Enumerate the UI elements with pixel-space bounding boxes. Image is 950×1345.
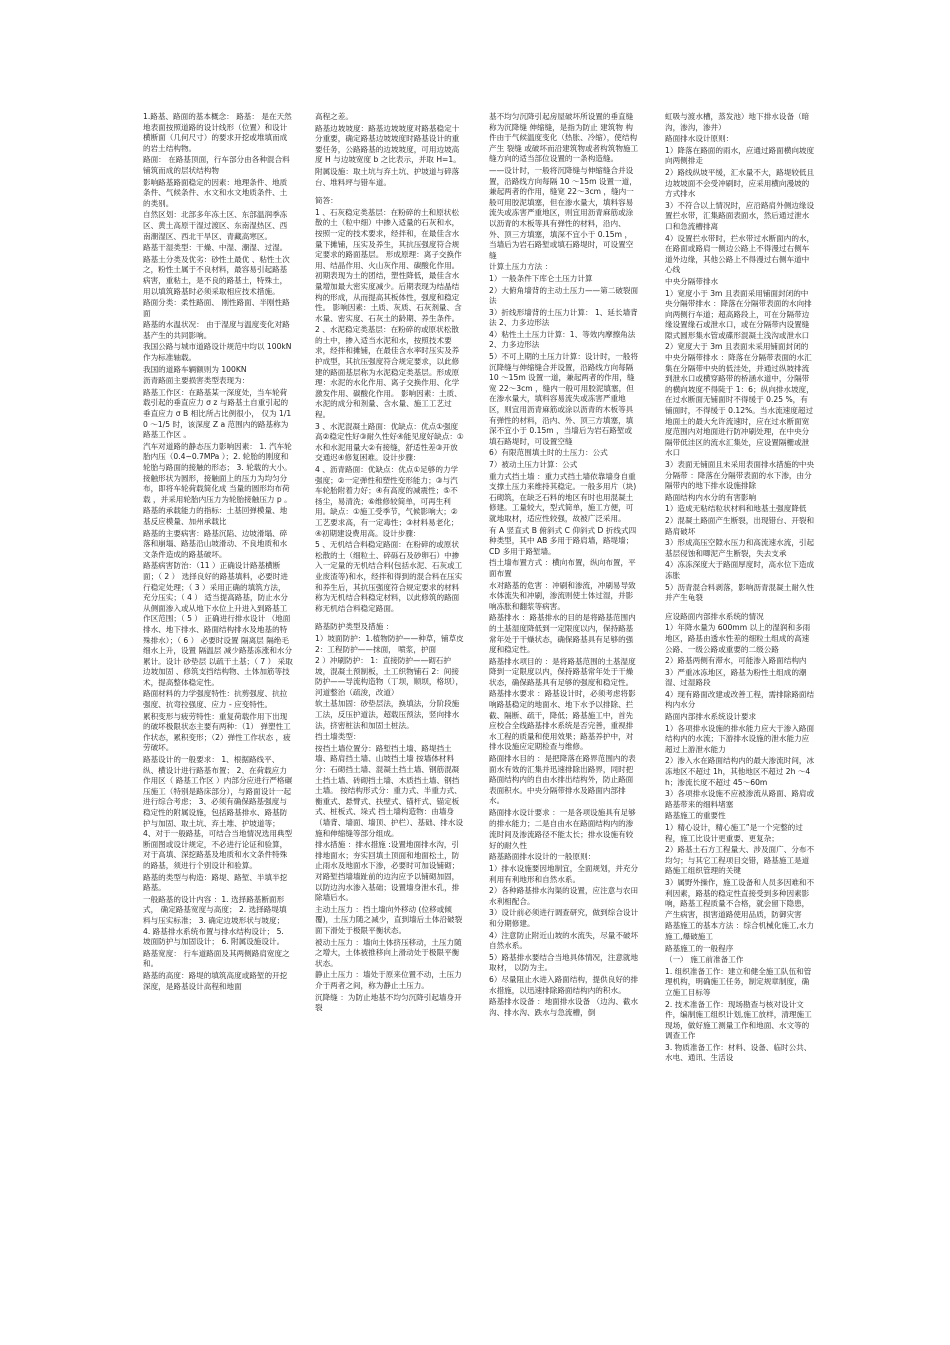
paragraph: 路基的主要病害：路基沉陷、边坡滑塌、碎落和崩塌、路基沿山坡滑动、不良地质和水文条件造成的路基破坏。: [143, 528, 288, 559]
paragraph: （一） 施工前准备工作: [665, 955, 744, 965]
paragraph: 路基排水设备 ：地面排水设备 （边沟、截水沟、排水沟、跌水与急流槽，倒: [489, 997, 639, 1017]
paragraph: 3）表面无铺面且未采用表面排水措施的中央分隔带 ：降落在分隔带表面的水下渗，由分隔带内的地下排水设施排除: [665, 460, 815, 491]
paragraph: 路基防护类型及措施 ：: [315, 622, 394, 632]
paragraph: 路基土分类及优劣：砂性土最优 、粘性土次之，粉性土属于不良材料，最容易引起路基病害，重粘土，是不良的路基土，特殊土，用以填筑路基时必须采取相应技术措施。: [143, 254, 290, 296]
paragraph: 3）属野外操作，施工设备和人员多因难和不利因素，路基的稳定性直接受到多种因素影响，路基工程质量不合格，就会留下隐患，产生病害，损害道路使用品质，防御灾害: [665, 877, 815, 919]
paragraph: 路基干湿类型：干燥、中湿、潮湿、过湿。: [143, 243, 288, 253]
paragraph: 6）尽量阻止水进入路面结构，提供良好的排水措施，以迅速排除路面结构内的积水。: [489, 974, 639, 995]
text-column-4: [665, 112, 815, 1262]
paragraph: 路基的承载能力的指标：土基回弹模量、地基反应模量、加州承载比: [143, 506, 288, 526]
paragraph: 1.路基、路面的基本概念： 路基： 是在天然地表面按照道路的设计线形（位置）和设计横断面（几何尺寸）的要求开挖或堆填而成的岩土结构物。: [143, 112, 292, 153]
paragraph: 3）折线形墙背的土压力计算： 1、延长墙背法 2、力多边形法: [489, 307, 638, 328]
text-column-2: [315, 112, 465, 1262]
paragraph: 按挡土墙位置分：路堑挡土墙、路堤挡土墙、路肩挡土墙、山坡挡土墙 按墙体材料分：石砌挡土墙、混凝土挡土墙、钢筋混凝土挡土墙、砖砌挡土墙、木质挡土墙、钢挡土墙。 按结构形式分：重力式、半重力式、衡重式、悬臂式、扶壁式、锚杆式、锚定板式、桩板式、垛式 挡土墙构造物：由墙身（墙背、墙面、墙顶、护栏）、基础、排水设施和伸缩缝等部分组成。: [315, 743, 464, 838]
paragraph: 3）各项排水设施不应被渗流从路面、路肩或路基带来的细料堵塞: [665, 789, 815, 809]
paragraph: 我国的道路车辆额则为 100KN: [143, 364, 247, 374]
paragraph: 路基的水温状况： 由于湿度与温度变化对路基产生的共同影响。: [143, 320, 290, 340]
paragraph: 1）精心设计，精心施工”是一个完整的过程，施工比设计更重要、更复杂；: [665, 823, 803, 843]
paragraph: 路基施工的基本方法 ：综合机械化施工,水力施工,爆破施工: [665, 921, 815, 941]
paragraph: 2 、水泥稳定类基层：在粉碎的或原状松散的土中，掺入适当水泥和水，按照技术要求，经拌和摊铺，在最佳含水率时压实及养护成型，其抗压强度符合规定要求，以此修建的路面基层称为水泥稳定类基层。形成原理：水泥的水化作用、离子交换作用、化学激发作用、碳酸化作用。 影响因素：土质、水泥的成分和剂量、含水量、施工工艺过程。: [315, 325, 462, 420]
paragraph: 5 、无机结合料稳定路面：在粉碎的或原状松散的土（细粒土、碎砾石及砂卵石）中掺入一定量的无机结合料(包括水泥、石灰或工业废渣等)和水，经拌和得到的混合料在压实和养生后，其抗压强度符合规定要求的材料称为无机结合料稳定材料，以此修筑的路面称无机结合料稳定路面。: [315, 540, 463, 613]
paragraph: 路面材料的力学强度特性：抗剪强度、抗拉强度、抗弯拉强度、应力 - 应变特性。: [143, 689, 288, 710]
paragraph: 2）大俯角墙背的主动土压力——第二破裂面法: [489, 285, 639, 306]
paragraph: 汽车对道路的静态压力影响因素： 1. 汽车轮胎内压（0.4~0.7MPa ）；2. 轮胎的刚度和轮胎与路面的接触的形态； 3. 轮载的大小。 接触形状为圆形，接触面上的压力为均匀分布，即将车轮荷载简化成 当量的圆形均布荷载 ，并采用轮胎内压力为轮胎接触压力 p 。: [143, 441, 295, 504]
paragraph: 2）各种路基排水沟渠的设置，应注意与农田水利相配合。: [489, 886, 639, 906]
paragraph: 1. 组织准备工作：建立和健全施工队伍和管理机构，明确施工任务，制定规章制度，确立施工目标等: [665, 966, 812, 997]
paragraph: 静止土压力 ：墙处于原来位置不动，土压力介于两者之间，称为静止土压力。: [315, 970, 462, 990]
paragraph: [315, 189, 465, 195]
paragraph: 路基施工的一般程序: [665, 943, 734, 953]
paragraph: 3）设计前必须进行调查研究，做到综合设计和分期修建。: [489, 908, 639, 928]
paragraph: 4）粘性土土压力计算：1、等效内摩擦角法 2、力多边形法: [489, 329, 638, 350]
paragraph: 1）坡面防护：1.植物防护——种草，铺草皮 2：工程防护——抹面， 喷浆，护面: [315, 633, 467, 654]
paragraph: 水对路基的危害 ：冲刷和渗流，冲刷易导致水体流失和冲刷，渗流则使土体过湿，并影响冻胀和翻浆等病害。: [489, 580, 636, 611]
paragraph: 路面排水设计原则：: [665, 134, 734, 144]
paragraph: 2）宽度大于 3m 且表面未采用铺面封闭的中央分隔带排水 ：降落在分隔带表面的水汇集在分隔带中央的低洼处，并通过纵坡排流到泄水口或横穿路带的桥涵水道中，分隔带的横向坡度不得陡于 1：6；纵向排水坡度，在过水断面无铺面时不得缓于 0.25 %，有铺面时，不得缓于 0.12%。当水流速度超过地面土的最大允许流速时，应在过水断面宽度范围内对地面进行防冲刷处理，在中央分隔带低洼区的流水汇集处，应设置隔栅或泄水口: [665, 342, 814, 458]
paragraph: 3）形成高压空隙水压力和高流速水流，引起基层侵蚀和唧泥产生断裂，失去支承: [665, 538, 815, 558]
text-column-1: [143, 112, 296, 1262]
paragraph: 5）沥青混合料剥落，影响沥青混凝土耐久性并产生龟裂: [665, 582, 815, 603]
paragraph: 简答：: [315, 196, 338, 206]
paragraph: 路基边坡坡度：路基边坡坡度对路基稳定十分重要，确定路基边坡坡度时路基设计的重要任务，公路路基的边坡坡度，可用边坡高度 H 与边坡宽度 b 之比表示，并取 H=1。: [315, 123, 461, 165]
paragraph: 2）路线纵坡平缓，汇水量不大，路堤较低且边坡坡面不会受冲刷时，应采用横向漫坡的方式排水: [665, 167, 815, 199]
paragraph: 有 A 竖直式 B 俯斜式 C 仰斜式 D 折线式四种类型，其中 AB 多用于路肩墙，路堤墙； CD 多用于路堑墙。: [489, 525, 637, 556]
paragraph: 2. 技术准备工作：现场勘查与核对设计文件，编制施工组织计划,施工放样，清理施工现场，做好施工测量工作和地面、水文等的调查工作: [665, 999, 812, 1041]
paragraph: 4 、沥青路面：优缺点：优点①足够的力学强度；②一定弹性和塑性变形能力；③与汽车轮胎附着力好；④有高度的减震性；⑤不扬尘，易清洗；⑥维修较简单，可再生利用。缺点：①施工受季节，气候影响大；②工艺要求高，有一定毒性；③材料易老化；④初期建设费用高。设计步骤：: [315, 465, 459, 538]
paragraph: 7）被动土压力计算：公式: [489, 460, 578, 469]
paragraph: 中央分隔带排水: [665, 276, 719, 286]
paragraph: 沉降缝 ：为防止地基不均匀沉降引起墙身开裂: [315, 992, 462, 1013]
paragraph: 路面排水目的 ：是把降落在路界范围内的表面水有效的汇集并迅速排除出路界，同时把路面结构内的自由水排出结构外，防止路面表面积水。中央分隔带排水及路面内部排水。: [489, 754, 636, 806]
paragraph: 挡土墙布置方式 ：横向布置，纵向布置，平面布置: [489, 558, 636, 578]
paragraph: 路基路面排水设计的一般原则：: [489, 852, 596, 862]
paragraph: 3）严重冰冻地区，路基为粉性土组成的潮湿、过湿路段: [665, 667, 807, 688]
paragraph: 路基的高度：路堤的填筑高度或路堑的开挖深度，是路基设计高程和地面: [143, 970, 288, 991]
paragraph: 流时间及渗流路径不能太长；排水设施有较好的耐久性: [489, 830, 634, 850]
paragraph: 应设路面内部排水系统的情况: [665, 611, 764, 621]
paragraph: 沥青路面主要损害类型表现为：: [143, 376, 250, 386]
paragraph: 排水措施 ：排水措施 :设置地面排水沟，引排地面水；夯实回填土顶面和地面松土，防止雨水及地面水下渗，必要时可加设铺砌；对路堑挡墙墙趾前的边沟应予以铺砌加固，以防边沟水渗入基础；设置墙身泄水孔，排除墙后水。: [315, 840, 460, 903]
paragraph: 1）一般条件下库仑土压力计算: [489, 273, 593, 283]
paragraph: 路基施工的重要性: [665, 811, 726, 821]
paragraph: 1）各项排水设施的排水能力应大于渗入路面结构内的水流；下游排水设施的泄水能力应超过上游泄水能力: [665, 723, 815, 754]
paragraph: 路面结构内水分的有害影响: [665, 492, 757, 502]
paragraph: 软土基加固：砂垫层法，换填法，分阶段施工法，反压护道法，超载压预法，竖向排水法，挤密桩法和加固土桩法。: [315, 699, 460, 730]
paragraph: 路基工作区：在路基某一深度处，当车轮荷载引起的垂直应力 σ z 与路基土自重引起的垂直应力 σ B 相比所占比例很小， 仅为 1/10 ～1/5 时，该深度 Z a 范围内的路基称为路基工作区 。: [143, 387, 292, 440]
paragraph: 2）渗入水在路面结构内的最大渗流时间，冰冻地区不超过 1h，其他地区不超过 2h ～4h；渗流长度不超过 45～60m: [665, 756, 815, 787]
paragraph: 路面： 在路基顶面，行车部分由各种混合料铺筑而成的层状结构物: [143, 155, 290, 175]
paragraph: 路面排水设计要求 ：一是各项设施具有足够的排水能力；二是自由水在路面结构内的渗: [489, 808, 636, 828]
paragraph: 路基病害防治：（11 ）正确设计路基横断面；（ 2 ） 选择良好的路基填料，必要时进行稳定处理；（ 3 ）采用正确的填筑方法，充分压实；（ 4 ） 适当提高路基，防止水分从侧面渗入或从地下水位上升进入到路基工作区范围；（ 5 ） 正确进行排水设计 （地面排水、地下排水、路面结构排水及地基的特殊排水）；（ 6 ） 必要时设置 隔离层 隔绝毛细水上升，设置 隔温层 减少路基冻涨和水分累计。设计 砂垫层 以疏干土基；（ 7 ） 采取 边坡加固 、修筑支挡结构物、土体加筋等技术，提高整体稳定性。: [143, 561, 296, 687]
paragraph: 1）年降水量为 600mm 以上的湿润和多雨地区，路基由透水性差的细粒土组成的高速公路、一级公路或重要的二级公路: [665, 623, 811, 654]
paragraph: 3）不符合以上情况时，应沿路肩外侧边缘设置拦水带，汇集路面表面水，然后通过泄水口和急流槽排离: [665, 200, 815, 231]
paragraph: 路基设计的一般要求： 1、根据路线平、纵、横设计进行路基布置； 2、在荷载应力作用区（ 路基工作区 ）内部分应进行严格碾压施工（特别是路床部分），与路面设计一起进行综合考虑； 3、必须有确保路基强度与稳定性的附属设施，包括路基排水、路基防护与加固、取土坑、弃土堆、护坡道等； 4、对于一般路基，可结合当地情况选用典型断面图或设计规定，不必进行论证和验算，对于高填、深挖路基及地质和水文条件特殊的路基，须进行个别设计和验算。: [143, 755, 293, 870]
paragraph: 3. 物质准备工作：材料、设备、临时公共、水电、通讯、生活设: [665, 1042, 812, 1063]
paragraph: 1）宽度小于 3m 且表面采用铺面封闭的中央分隔带排水 ：降落在分隔带表面的水向排向两侧行车道；超高路段上，可在分隔带边缘设置缘石或泄水口，或在分隔带内设置缝隙式圆形集水管或碟形混凝土浅沟或泄水口: [665, 288, 812, 340]
paragraph: 1）排水设施要因地制宜，全面规划，并充分利用有利地形和自然水系。: [489, 863, 639, 884]
paragraph: 自然区划：北部多年冻土区、东部温润季冻区、黄土高原干湿过渡区、东南湿热区、西南潮湿区、西北干旱区、青藏高寒区。: [143, 210, 288, 241]
paragraph: 2）混凝土路面产生断裂，出现错台、开裂和路肩破坏: [665, 515, 815, 536]
paragraph: 4）现有路面改建或改善工程，需排除路面结构内水分: [665, 689, 815, 710]
paragraph: 2）路基两侧有滞水，可能渗入路面结构内: [665, 656, 807, 666]
paragraph: 路面分类：柔性路面、 刚性路面、半刚性路面: [143, 298, 290, 318]
paragraph: 2 ）冲刷防护： 1：直接防护——砌石护坡，混凝土预制板，土工织物铺石 2：间接防护——导流构造物（丁坝，顺坝，格坝），河道整治（疏浚，改道）: [315, 656, 464, 697]
paragraph: 4）注意防止附近山坡的水流失，尽量不破坏自然水系。: [489, 930, 639, 951]
paragraph: [315, 615, 465, 621]
paragraph: ——设计时，一般将沉降缝与伸缩缝合并设置，沿路线方向每隔 10 ～15m 设置一道，兼起两者的作用，缝宽 22～3cm ，缝内一般可用胶泥填塞，但在渗水量大，填料容易流失或冻害严重地区，则宜用沥青麻筋或涂以沥青的木板等具有弹性的材料，沿内、外、顶三方填塞，填深不宜小于 0.15m ，当墙后为岩石路堑或填石路堤时，可设置空缝: [489, 165, 637, 260]
paragraph: 路基排水要求 ：路基设计时，必须考虑将影响路基稳定的地面水、地下水予以排除、拦截、隔断、疏干，降低；路基施工中，首先应校合全线路基排水系统是否完善，重视排水工程的质量和使用效果；路基养护中，对排水设施应定期检查与维修。: [489, 689, 636, 752]
paragraph: 3 、水泥混凝土路面：优缺点：优点①强度高②稳定性好③耐久性好④能见度好缺点：①水和水泥用量大②有接缝，舒适性差③开放交通迟④修复困难。设计步骤：: [315, 421, 464, 463]
paragraph: 5）路基排水要结合当地具体情况，注意就地取材， 以防为主。: [489, 952, 639, 973]
paragraph: 附属设施：取土坑与弃土坑、护坡道与碎落台、堆料坪与错车道。: [315, 166, 460, 187]
paragraph: 路基排水 ：路基排水的目的是将路基范围内的土基湿度降低到一定限度以内，保持路基常年处于干燥状态，确保路基具有足够的强度和稳定性。: [489, 613, 636, 655]
paragraph: 5）不可上期的土压力计算：设计时，一般将沉降缝与伸缩缝合并设置，沿路线方向每隔 10 ～15m 设置一道，兼起两者的作用，缝宽 22～3cm ，缝内一般可用胶泥填塞，但在渗水量大，填料容易流失或冻害严重地区，则宜用沥青麻筋或涂以沥青的木板等具有弹性的材料，沿内、外、顶三方填塞，填深不宜小于 0.15m ，当墙后为岩石路堑或填石路堤时，可设置空缝: [489, 352, 639, 446]
paragraph: 4）冻冻深度大于路面厚度时，高水位下造成冻胀: [665, 560, 815, 580]
paragraph: 路基的类型与构造：路堤、路堑、半填半挖路基。: [143, 872, 288, 893]
paragraph: 4）设置拦水带时，拦水带过水断面内的水，在路面或路肩一侧边公路上不得漫过右侧车道外边缘，其他公路上不得漫过右侧车道中心线: [665, 233, 815, 275]
paragraph: 被动土压力 ：墙向土体挤压移动，土压力随之增大，土体被推移向上滑动处于极限平衡状态。: [315, 937, 462, 968]
paragraph: 影响路基路面稳定的因素：地理条件、地质条件、气候条件、水文和水文地质条件、土的类别。: [143, 177, 288, 208]
paragraph: 6）有限范围填土时的土压力：公式: [489, 448, 608, 458]
paragraph: [665, 605, 815, 611]
paragraph: 基不均匀沉降引起房屋破坏所设置的垂直缝称为沉降缝 伸缩缝，是指为防止 建筑物 构件由于气候温度变化（热胀、冷缩），使结构产生 裂缝 或破坏而沿建筑物或者构筑物施工缝方向的适当部位设置的一条构造缝。: [489, 112, 639, 164]
paragraph: 重力式挡土墙 ：重力式挡土墙依靠墙身自重支撑土压力来维持其稳定。一般多用片（块)石砌筑，在缺乏石料的地区有时也用混凝土修建。工量较大，型式简单，施工方便，可就地取材，适应性较强，故被广泛采用。: [489, 471, 637, 523]
paragraph: 1 、石灰稳定类基层：在粉碎的土和原状松散的土（粒中细）中掺入适量的石灰和水，按照一定的技术要求，经拌和，在最佳含水量下摊铺，压实及养生，其抗压强度符合规定要求的路面基层。 形成原理：离子交换作用、结晶作用、火山灰作用、碳酸化作用。初期表现为土的团结，塑性降低，最佳含水量增加最大密实度减少。后期表现为结晶结构的形成，从而提高其板体性，强度和稳定性。 影响因素：土质、灰质、石灰剂量、含水量、密实度、石灰土的龄期、养生条件。: [315, 207, 462, 323]
paragraph: 累积变形与疲劳特性：重复荷载作用下出现的破坏极限状态主要有两种：（1） 弹塑性工作状态，累积变形；（2）弹性工作状态 ，疲劳破坏。: [143, 711, 291, 753]
paragraph: 1）造成无粘结粒状材料和地基土强度降低: [665, 504, 807, 514]
paragraph: 主动土压力 ：挡土墙向外移动 (位移或倾覆)，土压力随之减少，直到墙后土体沿破裂面下滑处于极限平衡状态。: [315, 904, 463, 935]
paragraph: 1）降落在路面的雨水，应通过路面横向坡度向两侧排走: [665, 145, 815, 166]
paragraph: 2）路基土石方工程量大、涉及面广、分布不均匀；与其它工程项目交错，路基施工是道路施工组织管理的关键: [665, 845, 815, 876]
paragraph: 高程之差。: [315, 112, 353, 121]
text-column-3: [489, 112, 639, 1262]
paragraph: 我国公路与城市道路设计规范中均以 100kN 作为标准轴载。: [143, 342, 294, 363]
paragraph: 计算土压力方法 ：: [489, 262, 553, 272]
paragraph: 路基宽度： 行车道路面及其两侧路肩宽度之和。: [143, 948, 290, 969]
paragraph: 路面内部排水系统设计要求: [665, 712, 757, 722]
paragraph: 一般路基的设计内容 ：1. 选择路基断面形式， 确定路基宽度与高度； 2. 选择路堤填料与压实标准； 3. 确定边坡形状与坡度； 4. 路基排水系统布置与排水结构设计； 5. 坡面防护与加固设计； 6. 附属设施设计。: [143, 894, 287, 947]
paragraph: 虹吸与渡水槽，蒸发池）地下排水设备（暗沟，渗沟，渗井）: [665, 112, 810, 132]
paragraph: 路基排水项目的 ：是将路基范围的土基湿度降到一定限度以内，保持路基常年处于干燥状态，确保路基具有足够的强度和稳定性。: [489, 656, 636, 687]
paragraph: 挡土墙类型：: [315, 732, 361, 742]
